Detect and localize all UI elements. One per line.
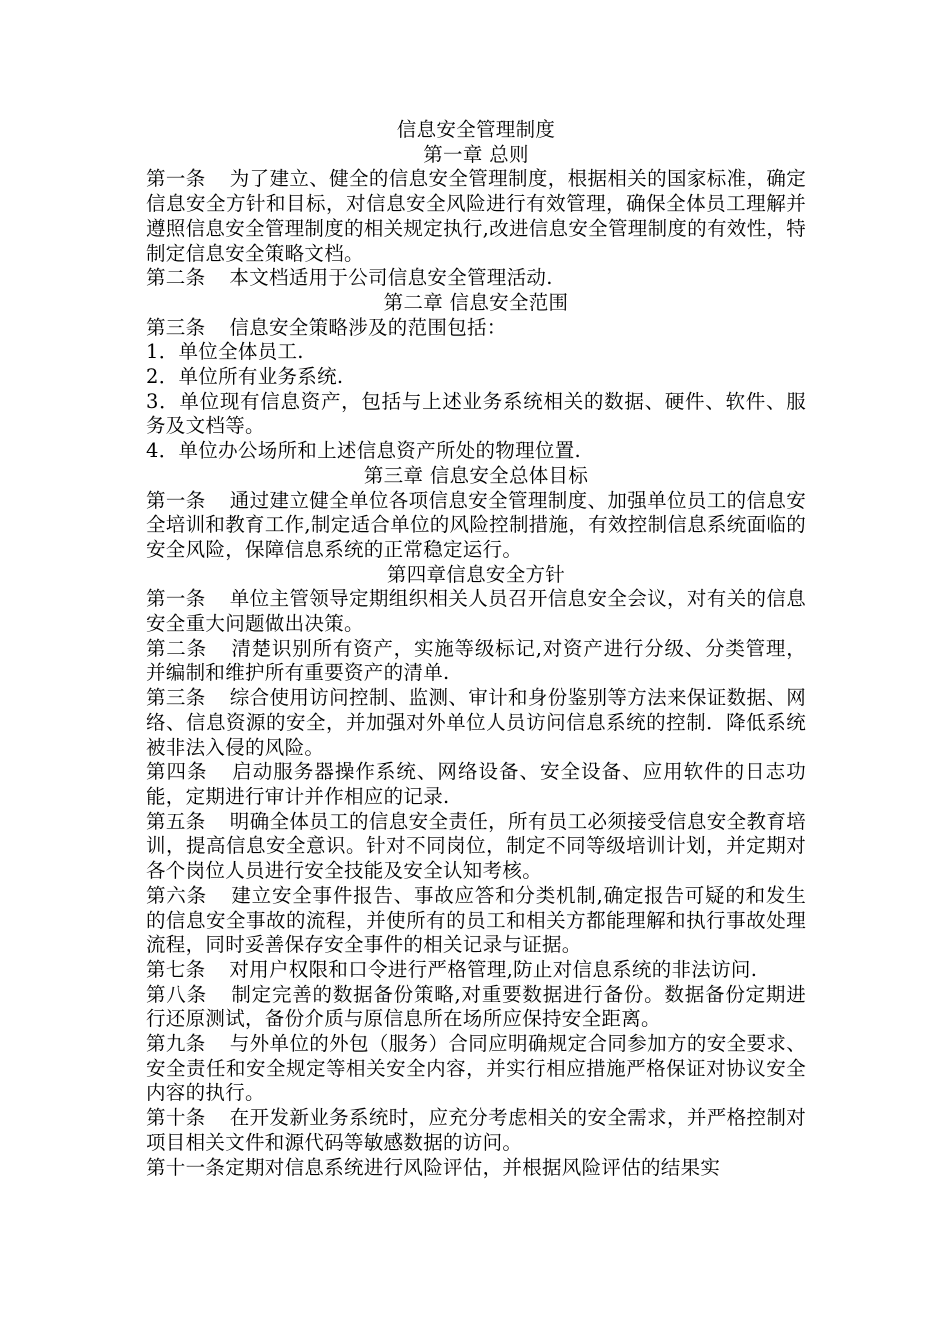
article-text: 为了建立、健全的信息安全管理制度，根据相关的国家标准，确定信息安全方针和目标，对信息安全风险进行有效管理，确保全体员工理解并遵照信息安全管理制度的相关规定执行,改进信息安全管理制度的有效性，特制定信息安全策略文档。: [146, 167, 806, 265]
chapter-4-article-1: [146, 587, 806, 636]
chapter-4-article-2: [146, 637, 806, 686]
article-text: 与外单位的外包（服务）合同应明确规定合同参加方的安全要求、安全责任和安全规定等相关安全内容，并实行相应措施严格保证对协议安全内容的执行。: [146, 1032, 806, 1105]
article-text: 单位主管领导定期组织相关人员召开信息安全会议，对有关的信息安全重大问题做出决策。: [146, 587, 806, 636]
article-text: 建立安全事件报告、事故应答和分类机制,确定报告可疑的和发生的信息安全事故的流程，并使所有的员工和相关方都能理解和执行事故处理流程，同时妥善保存安全事件的相关记录与证据。: [146, 883, 806, 957]
chapter-2-heading: 第二章 信息安全范围: [383, 290, 569, 314]
article-label: 第九条: [146, 1032, 206, 1056]
article-label: 第一条: [146, 167, 206, 191]
chapter-3-heading: 第三章 信息安全总体目标: [363, 463, 589, 487]
article-text: 明确全体员工的信息安全责任，所有员工必须接受信息安全教育培训，提高信息安全意识。针对不同岗位，制定不同等级培训计划，并定期对各个岗位人员进行安全技能及安全认知考核。: [146, 809, 806, 883]
article-label: 第六条: [146, 883, 207, 907]
chapter-4-article-7: [146, 958, 806, 983]
article-label: 第一条: [146, 587, 206, 611]
article-text: 通过建立健全单位各项信息安全管理制度、加强单位员工的信息安全培训和教育工作,制定适合单位的风险控制措施，有效控制信息系统面临的安全风险，保障信息系统的正常稳定运行。: [146, 488, 806, 561]
document-title: 信息安全管理制度: [396, 118, 556, 141]
chapter-4-article-3: [146, 686, 806, 760]
article-label: 第八条: [146, 982, 207, 1006]
chapter-4-article-8: [146, 983, 806, 1032]
chapter-1-heading: 第一章 总则: [423, 142, 529, 166]
article-label: 第七条: [146, 957, 206, 981]
chapter-2-article-3: [146, 316, 806, 341]
chapter-4-article-5: [146, 810, 806, 884]
document-body: [146, 118, 806, 1180]
article-label: 第十条: [146, 1106, 206, 1130]
scope-item-1: 1．单位全体员工.: [146, 340, 304, 364]
article-text: 综合使用访问控制、监测、审计和身份鉴别等方法来保证数据、网络、信息资源的安全，并加强对外单位人员访问信息系统的控制．降低系统被非法入侵的风险。: [146, 686, 806, 759]
chapter-4-article-11: [146, 1156, 806, 1181]
article-text: 清楚识别所有资产，实施等级标记,对资产进行分级、分类管理，并编制和维护所有重要资产的清单.: [146, 636, 806, 685]
article-text: 信息安全策略涉及的范围包括：: [229, 315, 507, 339]
article-label: 第十一条: [146, 1155, 226, 1179]
article-text: 对用户权限和口令进行严格管理,防止对信息系统的非法访问.: [229, 957, 758, 981]
scope-item-4: 4．单位办公场所和上述信息资产所处的物理位置.: [146, 439, 582, 463]
article-label: 第二条: [146, 636, 207, 660]
article-text: 启动服务器操作系统、网络设备、安全设备、应用软件的日志功能，定期进行审计并作相应的记录.: [146, 760, 807, 808]
article-label: 第二条: [146, 266, 206, 290]
chapter-1-article-1: [146, 167, 806, 266]
article-text: 在开发新业务系统时，应充分考虑相关的安全需求，并严格控制对项目相关文件和源代码等敏感数据的访问。: [146, 1106, 806, 1154]
article-label: 第四条: [146, 760, 208, 784]
chapter-4-article-10: [146, 1106, 806, 1155]
article-label: 第一条: [146, 488, 206, 512]
chapter-3-article-1: [146, 489, 806, 563]
chapter-4-article-6: [146, 884, 806, 958]
article-text: 定期对信息系统进行风险评估，并根据风险评估的结果实: [225, 1155, 721, 1179]
chapter-1-article-2: [146, 266, 806, 291]
scope-item-3: 3．单位现有信息资产，包括与上述业务系统相关的数据、硬件、软件、服务及文档等。: [146, 389, 806, 438]
article-text: 制定完善的数据备份策略,对重要数据进行备份。数据备份定期进行还原测试，备份介质与原信息所在场所应保持安全距离。: [146, 982, 806, 1031]
scope-item-2: 2．单位所有业务系统.: [146, 365, 344, 389]
chapter-4-article-9: [146, 1032, 806, 1106]
article-text: 本文档适用于公司信息安全管理活动.: [229, 266, 553, 290]
chapter-4-heading: 第四章信息安全方针: [386, 562, 566, 586]
article-label: 第三条: [146, 315, 206, 339]
article-label: 第五条: [146, 809, 206, 833]
chapter-4-article-4: [146, 760, 806, 809]
article-label: 第三条: [146, 686, 206, 710]
